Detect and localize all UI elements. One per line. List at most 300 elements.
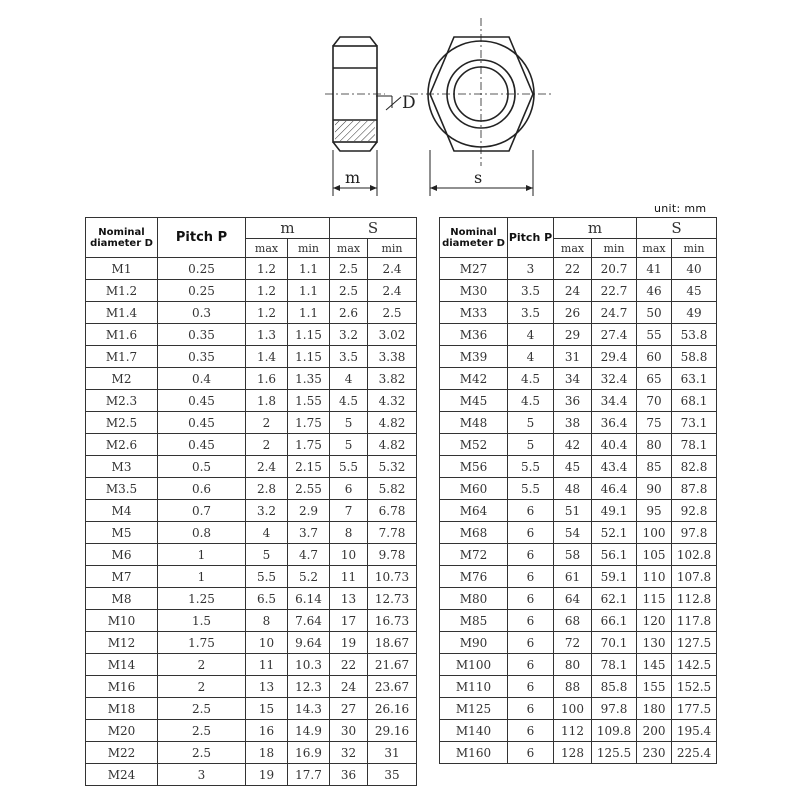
table-row (86, 258, 417, 280)
nut-side-view (325, 37, 401, 196)
label-s: s (474, 168, 483, 187)
pitch-cell: 6 (508, 742, 554, 764)
nominal-diameter-cell: M4 (86, 500, 158, 522)
table-row (86, 676, 417, 698)
m-max-cell: 11 (246, 654, 288, 676)
pitch-cell: 6 (508, 566, 554, 588)
table-row (440, 412, 717, 434)
s-min-cell: 10.73 (368, 566, 417, 588)
header-m-max: max (246, 239, 288, 258)
nominal-diameter-cell: M85 (440, 610, 508, 632)
s-max-cell: 130 (637, 632, 672, 654)
s-max-cell: 4 (330, 368, 368, 390)
table-row (440, 478, 717, 500)
nominal-diameter-cell: M22 (86, 742, 158, 764)
m-max-cell: 24 (554, 280, 592, 302)
s-max-cell: 105 (637, 544, 672, 566)
table-row (440, 566, 717, 588)
nominal-diameter-cell: M60 (440, 478, 508, 500)
m-max-cell: 54 (554, 522, 592, 544)
pitch-cell: 0.3 (158, 302, 246, 324)
s-min-cell: 63.1 (672, 368, 717, 390)
table-row (440, 346, 717, 368)
m-max-cell: 61 (554, 566, 592, 588)
s-min-cell: 16.73 (368, 610, 417, 632)
m-min-cell: 36.4 (592, 412, 637, 434)
s-min-cell: 40 (672, 258, 717, 280)
s-max-cell: 230 (637, 742, 672, 764)
unit-label: unit: mm (654, 202, 707, 215)
header-m-min: min (592, 239, 637, 258)
label-m: m (345, 168, 361, 187)
s-min-cell: 102.8 (672, 544, 717, 566)
m-min-cell: 1.1 (288, 258, 330, 280)
nominal-diameter-cell: M1.7 (86, 346, 158, 368)
table-row (86, 478, 417, 500)
s-min-cell: 26.16 (368, 698, 417, 720)
pitch-cell: 6 (508, 544, 554, 566)
s-min-cell: 5.32 (368, 456, 417, 478)
pitch-cell: 3.5 (508, 302, 554, 324)
m-max-cell: 1.6 (246, 368, 288, 390)
pitch-cell: 0.25 (158, 258, 246, 280)
s-min-cell: 58.8 (672, 346, 717, 368)
m-min-cell: 66.1 (592, 610, 637, 632)
s-max-cell: 11 (330, 566, 368, 588)
s-max-cell: 10 (330, 544, 368, 566)
table-row (86, 588, 417, 610)
s-max-cell: 22 (330, 654, 368, 676)
nominal-diameter-cell: M72 (440, 544, 508, 566)
m-max-cell: 36 (554, 390, 592, 412)
m-min-cell: 52.1 (592, 522, 637, 544)
m-min-cell: 5.2 (288, 566, 330, 588)
m-min-cell: 109.8 (592, 720, 637, 742)
pitch-cell: 0.4 (158, 368, 246, 390)
m-min-cell: 40.4 (592, 434, 637, 456)
header-s-max: max (637, 239, 672, 258)
table-row (440, 544, 717, 566)
m-max-cell: 22 (554, 258, 592, 280)
s-max-cell: 46 (637, 280, 672, 302)
pitch-cell: 5 (508, 412, 554, 434)
s-max-cell: 120 (637, 610, 672, 632)
table-row (86, 412, 417, 434)
m-min-cell: 1.55 (288, 390, 330, 412)
m-max-cell: 45 (554, 456, 592, 478)
s-max-cell: 55 (637, 324, 672, 346)
s-max-cell: 75 (637, 412, 672, 434)
m-min-cell: 85.8 (592, 676, 637, 698)
s-max-cell: 30 (330, 720, 368, 742)
s-min-cell: 112.8 (672, 588, 717, 610)
header-s: S (637, 218, 717, 239)
nominal-diameter-cell: M1.4 (86, 302, 158, 324)
spec-table-right (439, 217, 717, 764)
m-min-cell: 56.1 (592, 544, 637, 566)
pitch-cell: 6 (508, 676, 554, 698)
header-m-min: min (288, 239, 330, 258)
s-max-cell: 85 (637, 456, 672, 478)
spec-table-left (85, 217, 417, 786)
s-max-cell: 5.5 (330, 456, 368, 478)
s-max-cell: 41 (637, 258, 672, 280)
nominal-diameter-cell: M36 (440, 324, 508, 346)
m-max-cell: 1.8 (246, 390, 288, 412)
table-row (86, 368, 417, 390)
s-max-cell: 3.2 (330, 324, 368, 346)
m-max-cell: 42 (554, 434, 592, 456)
pitch-cell: 6 (508, 720, 554, 742)
nominal-diameter-cell: M2.5 (86, 412, 158, 434)
table-row (440, 500, 717, 522)
m-min-cell: 3.7 (288, 522, 330, 544)
pitch-cell: 6 (508, 610, 554, 632)
header-s-min: min (672, 239, 717, 258)
table-row (440, 390, 717, 412)
m-min-cell: 7.64 (288, 610, 330, 632)
table-row (86, 302, 417, 324)
table-row (86, 324, 417, 346)
s-min-cell: 195.4 (672, 720, 717, 742)
s-min-cell: 53.8 (672, 324, 717, 346)
s-max-cell: 17 (330, 610, 368, 632)
pitch-cell: 4.5 (508, 368, 554, 390)
pitch-cell: 2.5 (158, 698, 246, 720)
s-min-cell: 4.82 (368, 412, 417, 434)
pitch-cell: 2.5 (158, 742, 246, 764)
s-min-cell: 4.32 (368, 390, 417, 412)
table-row (86, 742, 417, 764)
table-row (440, 368, 717, 390)
table-row (440, 280, 717, 302)
pitch-cell: 1 (158, 566, 246, 588)
m-max-cell: 1.2 (246, 302, 288, 324)
nominal-diameter-cell: M2 (86, 368, 158, 390)
m-min-cell: 2.9 (288, 500, 330, 522)
nominal-diameter-cell: M2.6 (86, 434, 158, 456)
nominal-diameter-cell: M42 (440, 368, 508, 390)
s-max-cell: 5 (330, 412, 368, 434)
m-max-cell: 38 (554, 412, 592, 434)
s-max-cell: 36 (330, 764, 368, 786)
table-row (86, 566, 417, 588)
header-s-min: min (368, 239, 417, 258)
table-row (440, 720, 717, 742)
m-min-cell: 9.64 (288, 632, 330, 654)
pitch-cell: 0.8 (158, 522, 246, 544)
s-min-cell: 18.67 (368, 632, 417, 654)
table-row (440, 676, 717, 698)
header-pitch: Pitch P (158, 218, 246, 258)
s-max-cell: 13 (330, 588, 368, 610)
pitch-cell: 0.25 (158, 280, 246, 302)
s-min-cell: 4.82 (368, 434, 417, 456)
m-max-cell: 5 (246, 544, 288, 566)
s-min-cell: 92.8 (672, 500, 717, 522)
m-max-cell: 112 (554, 720, 592, 742)
s-min-cell: 97.8 (672, 522, 717, 544)
table-row (86, 522, 417, 544)
s-max-cell: 180 (637, 698, 672, 720)
pitch-cell: 6 (508, 654, 554, 676)
s-min-cell: 7.78 (368, 522, 417, 544)
s-min-cell: 5.82 (368, 478, 417, 500)
m-max-cell: 13 (246, 676, 288, 698)
m-min-cell: 22.7 (592, 280, 637, 302)
nominal-diameter-cell: M5 (86, 522, 158, 544)
header-s-max: max (330, 239, 368, 258)
table-row (86, 720, 417, 742)
m-max-cell: 6.5 (246, 588, 288, 610)
m-min-cell: 97.8 (592, 698, 637, 720)
pitch-cell: 0.5 (158, 456, 246, 478)
table-row (86, 390, 417, 412)
pitch-cell: 4 (508, 324, 554, 346)
m-min-cell: 34.4 (592, 390, 637, 412)
s-min-cell: 9.78 (368, 544, 417, 566)
nominal-diameter-cell: M140 (440, 720, 508, 742)
m-min-cell: 14.9 (288, 720, 330, 742)
m-max-cell: 80 (554, 654, 592, 676)
nominal-diameter-cell: M64 (440, 500, 508, 522)
m-max-cell: 15 (246, 698, 288, 720)
s-min-cell: 49 (672, 302, 717, 324)
pitch-cell: 4.5 (508, 390, 554, 412)
pitch-cell: 5 (508, 434, 554, 456)
s-max-cell: 27 (330, 698, 368, 720)
s-min-cell: 12.73 (368, 588, 417, 610)
nominal-diameter-cell: M7 (86, 566, 158, 588)
header-m-max: max (554, 239, 592, 258)
pitch-cell: 6 (508, 588, 554, 610)
s-max-cell: 200 (637, 720, 672, 742)
table-row (86, 654, 417, 676)
label-d: D (402, 93, 416, 113)
s-min-cell: 177.5 (672, 698, 717, 720)
s-max-cell: 95 (637, 500, 672, 522)
s-min-cell: 3.38 (368, 346, 417, 368)
pitch-cell: 0.7 (158, 500, 246, 522)
pitch-cell: 6 (508, 500, 554, 522)
pitch-cell: 1 (158, 544, 246, 566)
s-min-cell: 2.4 (368, 258, 417, 280)
nominal-diameter-cell: M6 (86, 544, 158, 566)
m-min-cell: 1.15 (288, 346, 330, 368)
m-max-cell: 51 (554, 500, 592, 522)
m-max-cell: 4 (246, 522, 288, 544)
nominal-diameter-cell: M2.3 (86, 390, 158, 412)
table-row (86, 544, 417, 566)
nominal-diameter-cell: M48 (440, 412, 508, 434)
m-min-cell: 12.3 (288, 676, 330, 698)
s-min-cell: 82.8 (672, 456, 717, 478)
nominal-diameter-cell: M1.2 (86, 280, 158, 302)
s-max-cell: 90 (637, 478, 672, 500)
s-min-cell: 142.5 (672, 654, 717, 676)
m-max-cell: 31 (554, 346, 592, 368)
s-max-cell: 7 (330, 500, 368, 522)
s-min-cell: 2.4 (368, 280, 417, 302)
m-min-cell: 10.3 (288, 654, 330, 676)
s-min-cell: 73.1 (672, 412, 717, 434)
s-max-cell: 50 (637, 302, 672, 324)
table-row (440, 698, 717, 720)
nominal-diameter-cell: M45 (440, 390, 508, 412)
s-max-cell: 80 (637, 434, 672, 456)
nominal-diameter-cell: M160 (440, 742, 508, 764)
m-max-cell: 68 (554, 610, 592, 632)
pitch-cell: 1.75 (158, 632, 246, 654)
pitch-cell: 2 (158, 654, 246, 676)
m-max-cell: 100 (554, 698, 592, 720)
m-min-cell: 49.1 (592, 500, 637, 522)
m-min-cell: 62.1 (592, 588, 637, 610)
m-min-cell: 6.14 (288, 588, 330, 610)
m-min-cell: 2.55 (288, 478, 330, 500)
nominal-diameter-cell: M12 (86, 632, 158, 654)
nominal-diameter-cell: M56 (440, 456, 508, 478)
s-min-cell: 87.8 (672, 478, 717, 500)
nominal-diameter-cell: M1 (86, 258, 158, 280)
m-max-cell: 128 (554, 742, 592, 764)
table-row (440, 324, 717, 346)
m-max-cell: 18 (246, 742, 288, 764)
m-min-cell: 14.3 (288, 698, 330, 720)
nominal-diameter-cell: M18 (86, 698, 158, 720)
pitch-cell: 0.35 (158, 324, 246, 346)
table-row (86, 764, 417, 786)
m-min-cell: 1.15 (288, 324, 330, 346)
pitch-cell: 3 (158, 764, 246, 786)
s-min-cell: 6.78 (368, 500, 417, 522)
m-min-cell: 46.4 (592, 478, 637, 500)
table-row (86, 346, 417, 368)
m-max-cell: 58 (554, 544, 592, 566)
m-max-cell: 3.2 (246, 500, 288, 522)
table-row (440, 610, 717, 632)
pitch-cell: 5.5 (508, 478, 554, 500)
s-min-cell: 3.82 (368, 368, 417, 390)
s-max-cell: 3.5 (330, 346, 368, 368)
s-min-cell: 23.67 (368, 676, 417, 698)
header-nominal-diameter: Nominal diameter D (86, 218, 158, 258)
s-min-cell: 3.02 (368, 324, 417, 346)
pitch-cell: 2.5 (158, 720, 246, 742)
s-max-cell: 6 (330, 478, 368, 500)
nominal-diameter-cell: M125 (440, 698, 508, 720)
nominal-diameter-cell: M100 (440, 654, 508, 676)
s-max-cell: 65 (637, 368, 672, 390)
nominal-diameter-cell: M16 (86, 676, 158, 698)
m-max-cell: 1.2 (246, 280, 288, 302)
m-max-cell: 1.3 (246, 324, 288, 346)
pitch-cell: 3.5 (508, 280, 554, 302)
pitch-cell: 5.5 (508, 456, 554, 478)
nominal-diameter-cell: M24 (86, 764, 158, 786)
s-min-cell: 31 (368, 742, 417, 764)
m-min-cell: 43.4 (592, 456, 637, 478)
table-row (86, 698, 417, 720)
s-min-cell: 45 (672, 280, 717, 302)
nominal-diameter-cell: M27 (440, 258, 508, 280)
table-row (86, 456, 417, 478)
s-max-cell: 4.5 (330, 390, 368, 412)
s-min-cell: 2.5 (368, 302, 417, 324)
pitch-cell: 4 (508, 346, 554, 368)
m-min-cell: 1.35 (288, 368, 330, 390)
pitch-cell: 6 (508, 698, 554, 720)
table-row (86, 280, 417, 302)
s-min-cell: 225.4 (672, 742, 717, 764)
m-max-cell: 1.4 (246, 346, 288, 368)
m-max-cell: 29 (554, 324, 592, 346)
table-row (440, 588, 717, 610)
m-max-cell: 1.2 (246, 258, 288, 280)
m-min-cell: 29.4 (592, 346, 637, 368)
s-min-cell: 107.8 (672, 566, 717, 588)
s-max-cell: 60 (637, 346, 672, 368)
m-min-cell: 125.5 (592, 742, 637, 764)
header-m: m (246, 218, 330, 239)
s-max-cell: 2.6 (330, 302, 368, 324)
pitch-cell: 1.25 (158, 588, 246, 610)
nominal-diameter-cell: M76 (440, 566, 508, 588)
nominal-diameter-cell: M8 (86, 588, 158, 610)
pitch-cell: 0.45 (158, 390, 246, 412)
m-max-cell: 16 (246, 720, 288, 742)
m-max-cell: 5.5 (246, 566, 288, 588)
m-max-cell: 2.4 (246, 456, 288, 478)
m-max-cell: 8 (246, 610, 288, 632)
s-max-cell: 100 (637, 522, 672, 544)
m-max-cell: 34 (554, 368, 592, 390)
s-min-cell: 29.16 (368, 720, 417, 742)
header-pitch: Pitch P (508, 218, 554, 258)
nominal-diameter-cell: M10 (86, 610, 158, 632)
table-row (86, 610, 417, 632)
s-min-cell: 68.1 (672, 390, 717, 412)
m-min-cell: 70.1 (592, 632, 637, 654)
nominal-diameter-cell: M30 (440, 280, 508, 302)
s-max-cell: 115 (637, 588, 672, 610)
m-min-cell: 1.1 (288, 280, 330, 302)
table-row (440, 302, 717, 324)
m-max-cell: 10 (246, 632, 288, 654)
nominal-diameter-cell: M110 (440, 676, 508, 698)
table-row (440, 742, 717, 764)
header-m: m (554, 218, 637, 239)
s-max-cell: 155 (637, 676, 672, 698)
pitch-cell: 0.45 (158, 434, 246, 456)
s-max-cell: 5 (330, 434, 368, 456)
m-min-cell: 24.7 (592, 302, 637, 324)
nominal-diameter-cell: M80 (440, 588, 508, 610)
s-max-cell: 145 (637, 654, 672, 676)
s-max-cell: 32 (330, 742, 368, 764)
s-min-cell: 152.5 (672, 676, 717, 698)
s-max-cell: 110 (637, 566, 672, 588)
m-min-cell: 4.7 (288, 544, 330, 566)
table-row (440, 434, 717, 456)
nominal-diameter-cell: M3 (86, 456, 158, 478)
m-max-cell: 72 (554, 632, 592, 654)
s-max-cell: 2.5 (330, 258, 368, 280)
s-min-cell: 127.5 (672, 632, 717, 654)
m-max-cell: 88 (554, 676, 592, 698)
hex-nut-drawing (0, 0, 800, 200)
pitch-cell: 2 (158, 676, 246, 698)
